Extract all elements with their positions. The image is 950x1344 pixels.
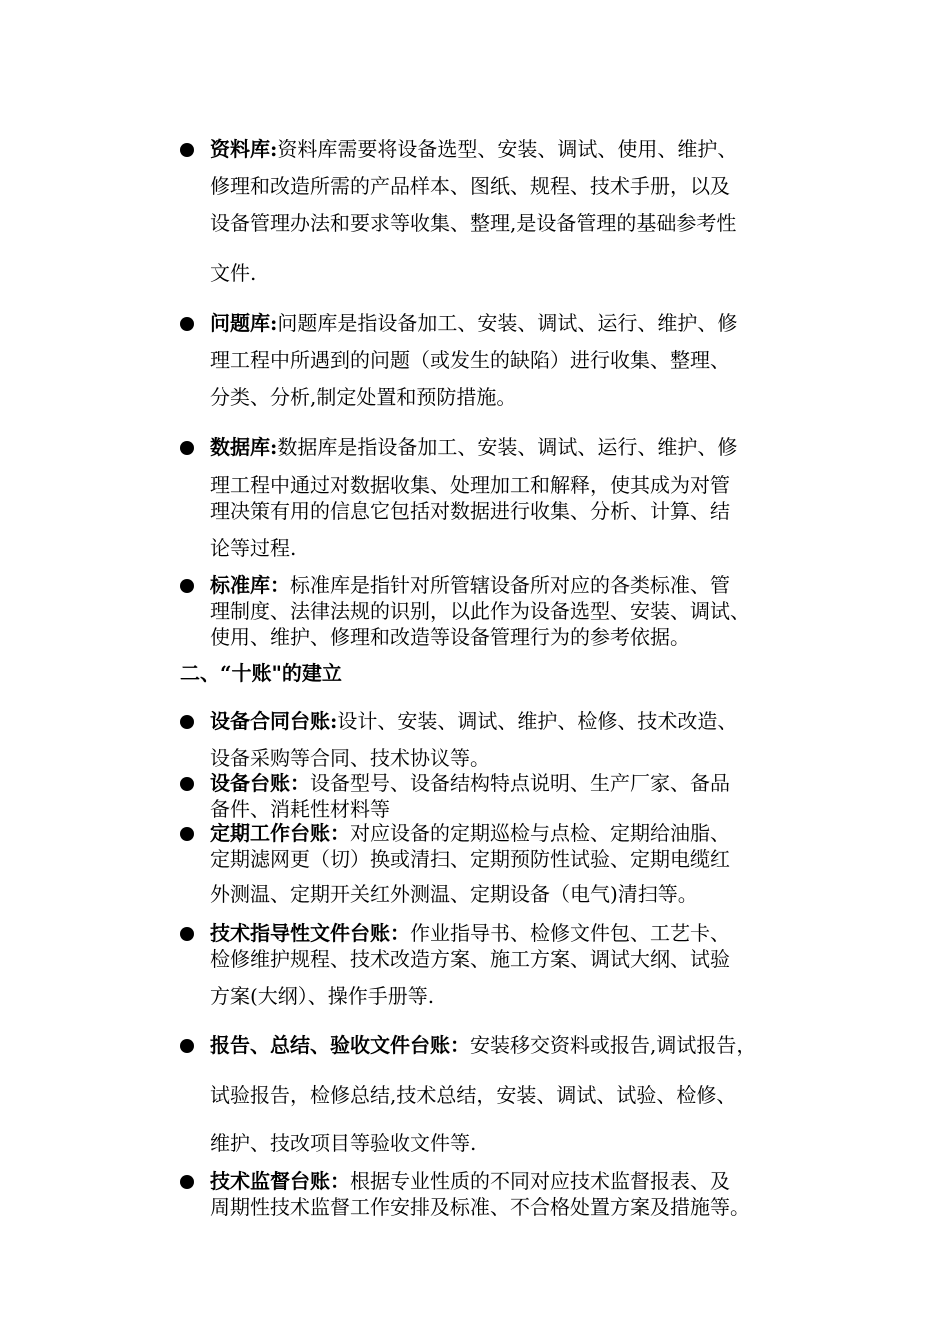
list-item-text: 对应设备的定期巡检与点检、定期给油脂、 [350, 821, 730, 845]
list-item-first-line [210, 136, 737, 162]
list-item-text: 问题库是指设备加工、安装、调试、运行、维护、修 [277, 311, 738, 335]
list-item-term: 资料库: [210, 137, 278, 161]
list-item-term: 报告、总结、验收文件台账： [210, 1033, 470, 1057]
bullet-icon [180, 715, 194, 729]
list-item-line: 理制度、法律法规的识别，以此作为设备选型、安装、调试、 [210, 599, 750, 623]
bullet-icon [180, 143, 194, 157]
list-item-line: 备件、消耗性材料等 [210, 797, 390, 821]
list-item-first-line [210, 708, 737, 734]
list-item-first-line [210, 310, 737, 336]
list-item-line: 理决策有用的信息它包括对数据进行收集、分析、计算、结 [210, 499, 730, 523]
list-item-line: 理工程中所遇到的问题（或发生的缺陷）进行收集、整理、 [210, 348, 730, 372]
list-item-line: 设备管理办法和要求等收集、整理,是设备管理的基础参考性 [210, 211, 737, 235]
list-item-line: 外测温、定期开关红外测温、定期设备（电气)清扫等。 [210, 882, 698, 906]
list-item-line: 设备采购等合同、技术协议等。 [210, 746, 490, 770]
bullet-icon [180, 1039, 194, 1053]
list-item-text: 数据库是指设备加工、安装、调试、运行、维护、修 [277, 435, 738, 459]
list-item-text: 设备型号、设备结构特点说明、生产厂家、备品 [310, 771, 730, 795]
list-item-line: 文件. [210, 261, 257, 285]
list-item-line: 理工程中通过对数据收集、处理加工和解释，使其成为对管 [210, 473, 730, 497]
list-item-line: 检修维护规程、技术改造方案、施工方案、调试大纲、试验 [210, 947, 730, 971]
list-item-line: 定期滤网更（切）换或清扫、定期预防性试验、定期电缆红 [210, 847, 730, 871]
bullet-icon [180, 441, 194, 455]
list-item-first-line [210, 1032, 756, 1058]
list-item-text: 设计、安装、调试、维护、检修、技术改造、 [337, 709, 738, 733]
list-item-line: 周期性技术监督工作安排及标准、不合格处置方案及措施等。 [210, 1195, 750, 1219]
list-item-term: 设备合同台账: [210, 709, 338, 733]
list-item-line: 使用、维护、修理和改造等设备管理行为的参考依据。 [210, 625, 690, 649]
bullet-icon [180, 1175, 194, 1189]
list-item-first-line [210, 434, 737, 460]
list-item-term: 技术指导性文件台账： [210, 921, 410, 945]
list-item-line: 试验报告，检修总结,技术总结，安装、调试、试验、检修、 [210, 1083, 737, 1107]
list-item-text: 根据专业性质的不同对应技术监督报表、及 [350, 1169, 730, 1193]
section-heading: 二、“十账"的建立 [180, 661, 342, 685]
list-item-first-line [210, 770, 730, 796]
bullet-icon [180, 777, 194, 791]
list-item-term: 数据库: [210, 435, 278, 459]
list-item-first-line [210, 820, 730, 846]
list-item-term: 定期工作台账： [210, 821, 350, 845]
list-item-line: 论等过程. [210, 536, 297, 560]
list-item-term: 标准库： [210, 573, 290, 597]
list-item-text: 作业指导书、检修文件包、工艺卡、 [410, 921, 730, 945]
list-item-line: 分类、分析,制定处置和预防措施。 [210, 385, 517, 409]
list-item-term: 设备台账： [210, 771, 310, 795]
list-item-term: 问题库: [210, 311, 278, 335]
bullet-icon [180, 927, 194, 941]
bullet-icon [180, 317, 194, 331]
list-item-line: 修理和改造所需的产品样本、图纸、规程、技术手册，以及 [210, 174, 730, 198]
list-item-line: 维护、技改项目等验收文件等. [210, 1131, 477, 1155]
list-item-term: 技术监督台账： [210, 1169, 350, 1193]
list-item-line: 方案(大纲）、操作手册等. [210, 984, 435, 1008]
bullet-icon [180, 827, 194, 841]
list-item-first-line [210, 572, 730, 598]
list-item-text: 标准库是指针对所管辖设备所对应的各类标准、管 [290, 573, 730, 597]
list-item-text: 安装移交资料或报告,调试报告， [470, 1033, 757, 1057]
bullet-icon [180, 579, 194, 593]
list-item-first-line [210, 920, 730, 946]
list-item-first-line [210, 1168, 730, 1194]
list-item-text: 资料库需要将设备选型、安装、调试、使用、维护、 [277, 137, 738, 161]
